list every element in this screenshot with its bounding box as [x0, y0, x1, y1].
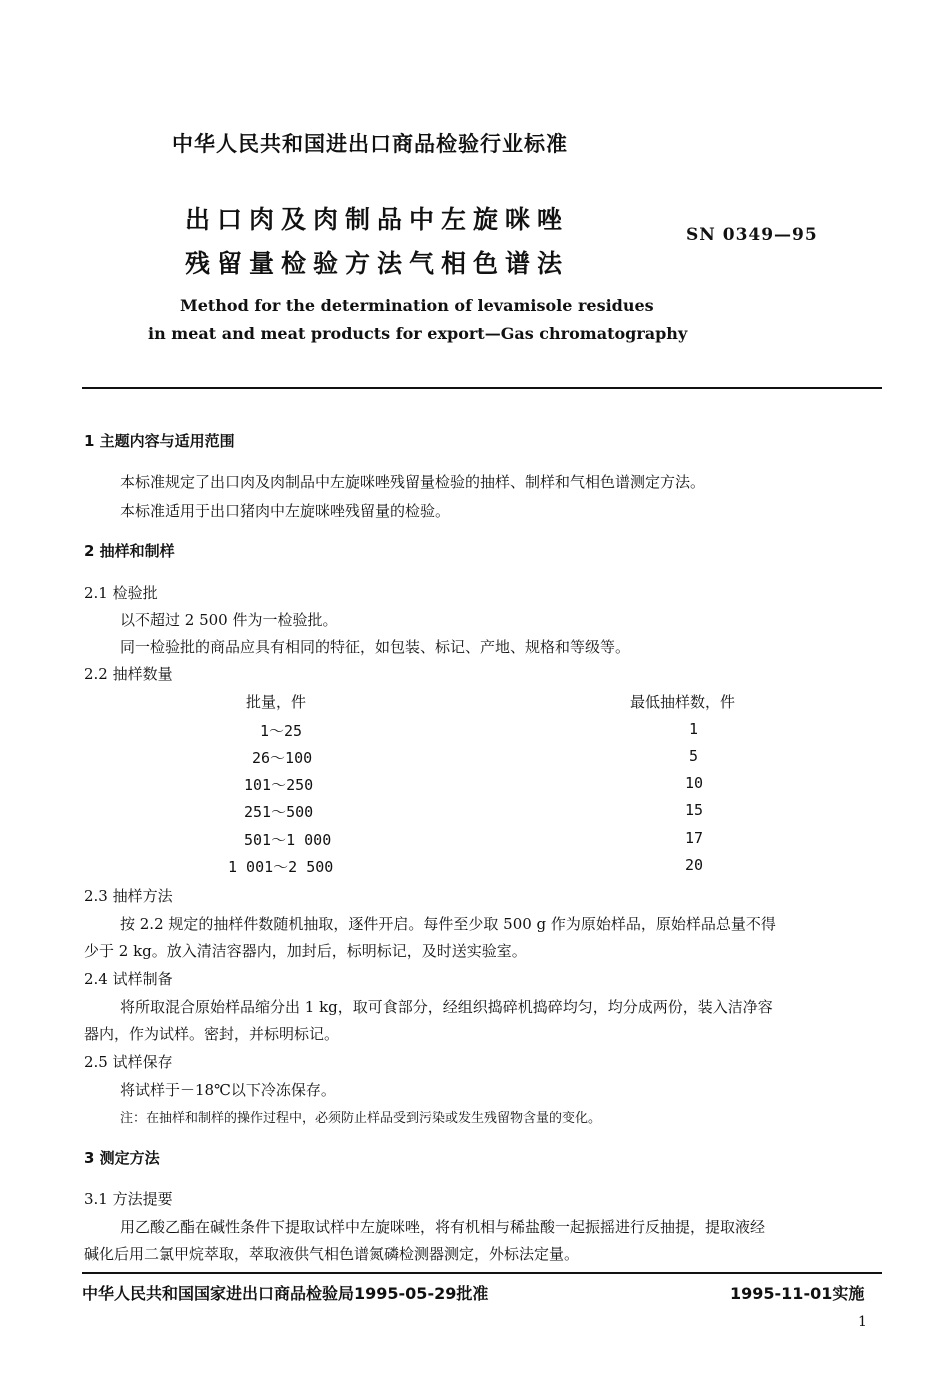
- section-1-paragraph-2: 本标准适用于出口猪肉中左旋咪唑残留量的检验。: [120, 502, 451, 520]
- section-2-heading: 2 抽样和制样: [84, 542, 175, 560]
- header-divider: [82, 387, 882, 389]
- table-cell-lot: 501～1 000: [244, 831, 332, 849]
- section-2-1-paragraph-2: 同一检验批的商品应具有相同的特征，如包装、标记、产地、规格和等级等。: [120, 638, 631, 656]
- standard-category-header: 中华人民共和国进出口商品检验行业标准: [172, 132, 568, 156]
- document-title-line1: 出口肉及肉制品中左旋咪唑: [185, 205, 570, 234]
- table-cell-min: 5: [689, 747, 699, 765]
- table-cell-lot: 1 001～2 500: [228, 858, 334, 876]
- section-3-1-paragraph-2: 碱化后用二氯甲烷萃取，萃取液供气相色谱氮磷检测器测定，外标法定量。: [84, 1245, 580, 1263]
- english-title-line2: in meat and meat products for export—Gas chromatography: [148, 324, 688, 343]
- document-title-line2: 残留量检验方法气相色谱法: [185, 249, 570, 278]
- table-cell-lot: 251～500: [244, 803, 314, 821]
- issuer-approval: 中华人民共和国国家进出口商品检验局1995-05-29批准: [82, 1284, 489, 1303]
- table-cell-min: 20: [685, 856, 704, 874]
- table-cell-lot: 26～100: [252, 749, 313, 767]
- section-2-5-heading: 2.5 试样保存: [84, 1053, 173, 1071]
- section-1-heading: 1 主题内容与适用范围: [84, 432, 235, 450]
- section-2-4-paragraph-1: 将所取混合原始样品缩分出 1 kg，取可食部分，经组织捣碎机捣碎均匀，均分成两份，装入洁净容: [120, 998, 773, 1016]
- footer-divider: [82, 1272, 882, 1274]
- table-cell-lot: 101～250: [244, 776, 314, 794]
- table-cell-min: 10: [685, 774, 704, 792]
- english-title-line1: Method for the determination of levamisole residues: [180, 296, 654, 315]
- section-2-1-heading: 2.1 检验批: [84, 584, 158, 602]
- table-cell-min: 1: [689, 720, 699, 738]
- section-2-3-heading: 2.3 抽样方法: [84, 887, 173, 905]
- section-1-paragraph-1: 本标准规定了出口肉及肉制品中左旋咪唑残留量检验的抽样、制样和气相色谱测定方法。: [120, 473, 706, 491]
- section-3-heading: 3 测定方法: [84, 1149, 160, 1167]
- table-cell-min: 15: [685, 801, 704, 819]
- section-2-2-heading: 2.2 抽样数量: [84, 665, 173, 683]
- section-2-4-heading: 2.4 试样制备: [84, 970, 173, 988]
- table-header-lot-size: 批量，件: [246, 693, 307, 711]
- effective-date: 1995-11-01实施: [730, 1284, 865, 1303]
- page-number: 1: [858, 1314, 867, 1330]
- table-header-min-samples: 最低抽样数，件: [630, 693, 736, 711]
- section-2-5-paragraph-1: 将试样于－18℃以下冷冻保存。: [120, 1081, 336, 1099]
- table-cell-lot: 1～25: [260, 722, 303, 740]
- section-2-3-paragraph-2: 少于 2 kg。放入清洁容器内，加封后，标明标记，及时送实验室。: [84, 942, 527, 960]
- section-3-1-paragraph-1: 用乙酸乙酯在碱性条件下提取试样中左旋咪唑，将有机相与稀盐酸一起振摇进行反抽提，提取液经: [120, 1218, 766, 1236]
- standard-code: SN 0349—95: [686, 225, 818, 245]
- section-3-1-heading: 3.1 方法提要: [84, 1190, 173, 1208]
- section-2-3-paragraph-1: 按 2.2 规定的抽样件数随机抽取，逐件开启。每件至少取 500 g 作为原始样品，原始样品总量不得: [120, 915, 776, 933]
- section-2-4-paragraph-2: 器内，作为试样。密封，并标明标记。: [84, 1025, 340, 1043]
- section-2-5-note: 注：在抽样和制样的操作过程中，必须防止样品受到污染或发生残留物含量的变化。: [120, 1111, 602, 1126]
- section-2-1-paragraph-1: 以不超过 2 500 件为一检验批。: [120, 611, 338, 629]
- table-cell-min: 17: [685, 829, 704, 847]
